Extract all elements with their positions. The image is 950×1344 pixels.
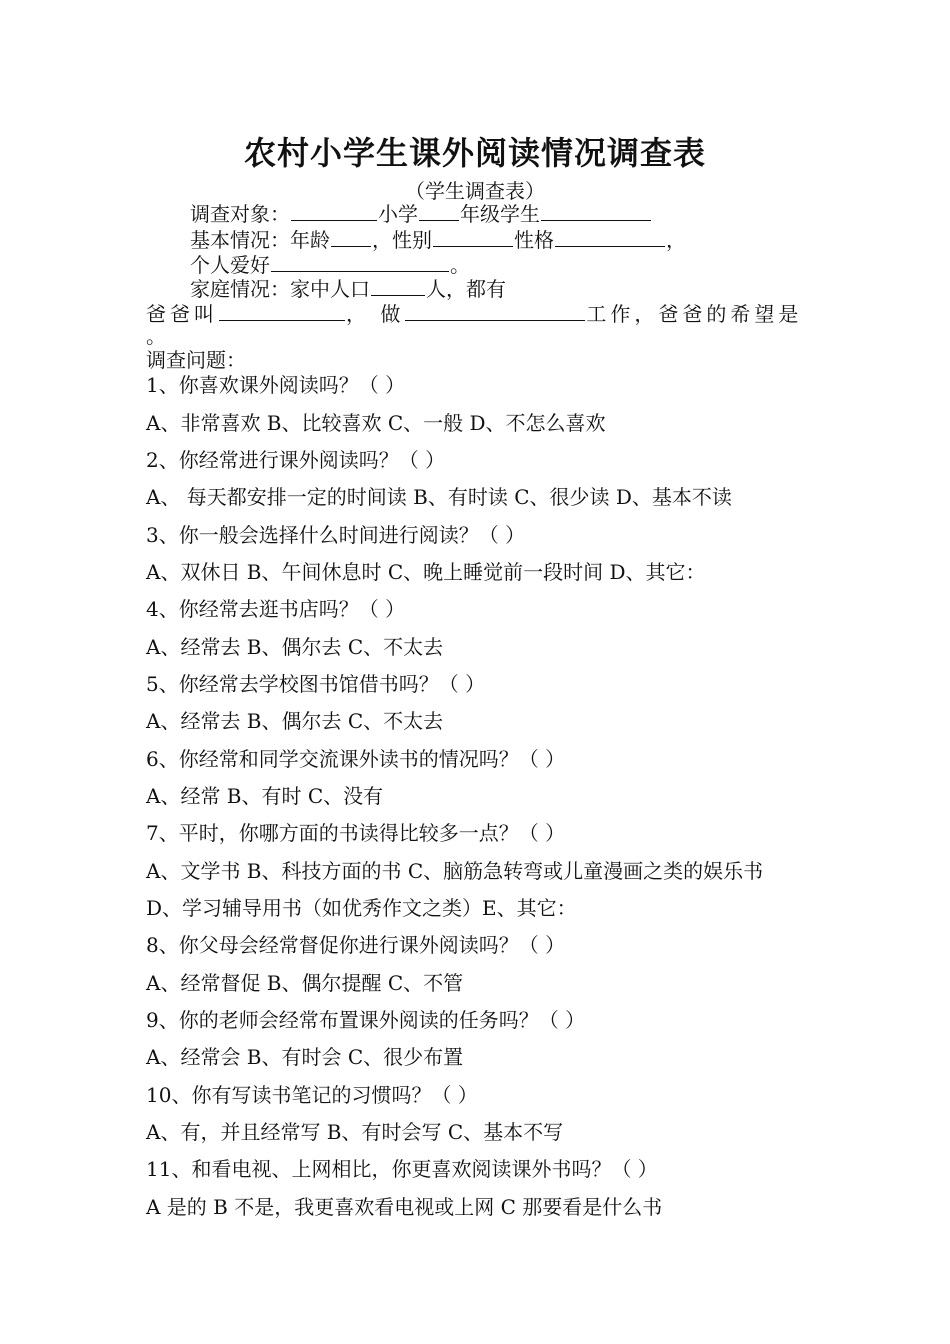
grade-label: 年级学生 — [460, 202, 540, 226]
options-11: A 是的 B 不是，我更喜欢看电视或上网 C 那要看是什么书 — [146, 1195, 663, 1219]
age-label: 基本情况：年龄 — [190, 228, 330, 252]
comma: ， — [666, 228, 686, 252]
hobby-blank[interactable] — [271, 251, 449, 272]
family-size-blank[interactable] — [371, 275, 425, 296]
options-8: A、经常督促 B、偶尔提醒 C、不管 — [146, 971, 464, 995]
grade-blank[interactable] — [419, 200, 459, 221]
options-1: A、非常喜欢 B、比较喜欢 C、一般 D、不怎么喜欢 — [146, 411, 606, 435]
father-hope-label: 工作，爸爸的希望是 — [586, 302, 803, 326]
question-8: 8、你父母会经常督促你进行课外阅读吗？（ ） — [146, 933, 566, 957]
school-label: 小学 — [378, 202, 418, 226]
options-3: A、双休日 B、午间休息时 C、晚上睡觉前一段时间 D、其它： — [146, 560, 706, 584]
question-1: 1、你喜欢课外阅读吗？（ ） — [146, 373, 406, 397]
options-10: A、有，并且经常写 B、有时会写 C、基本不写 — [146, 1120, 564, 1144]
father-job-blank[interactable] — [405, 300, 585, 321]
question-10: 10、你有写读书笔记的习惯吗？（ ） — [146, 1083, 478, 1107]
document-title: 农村小学生课外阅读情况调查表 — [243, 134, 706, 172]
gender-blank[interactable] — [433, 226, 513, 247]
options-6: A、经常 B、有时 C、没有 — [146, 784, 384, 808]
father-job-label: ， 做 — [346, 302, 405, 326]
student-name-blank[interactable] — [541, 200, 651, 221]
questions-header: 调查问题： — [146, 348, 246, 372]
options-7: A、文学书 B、科技方面的书 C、脑筋急转弯或儿童漫画之类的娱乐书 — [146, 859, 764, 883]
basic-info-line — [190, 226, 686, 252]
options-9: A、经常会 B、有时会 C、很少布置 — [146, 1045, 464, 1069]
school-name-blank[interactable] — [291, 200, 377, 221]
options-7-continued: D、学习辅导用书（如优秀作文之类）E、其它： — [146, 896, 577, 920]
question-3: 3、你一般会选择什么时间进行阅读？（ ） — [146, 523, 526, 547]
survey-target-label: 调查对象： — [190, 202, 290, 226]
family-label: 家庭情况：家中人口 — [190, 277, 370, 301]
hobby-line — [190, 251, 470, 277]
question-4: 4、你经常去逛书店吗？（ ） — [146, 597, 406, 621]
question-9: 9、你的老师会经常布置课外阅读的任务吗？（ ） — [146, 1008, 586, 1032]
question-2: 2、你经常进行课外阅读吗？（ ） — [146, 448, 446, 472]
family-line — [190, 275, 506, 301]
father-name-label: 爸爸叫 — [146, 302, 218, 326]
question-7: 7、平时，你哪方面的书读得比较多一点？（ ） — [146, 821, 566, 845]
options-5: A、经常去 B、偶尔去 C、不太去 — [146, 709, 444, 733]
personality-label: 性格 — [514, 228, 554, 252]
question-5: 5、你经常去学校图书馆借书吗？（ ） — [146, 672, 486, 696]
personality-blank[interactable] — [555, 226, 665, 247]
options-4: A、经常去 B、偶尔去 C、不太去 — [146, 635, 444, 659]
question-6: 6、你经常和同学交流课外读书的情况吗？（ ） — [146, 747, 566, 771]
options-2: A、 每天都安排一定的时间读 B、有时读 C、很少读 D、基本不读 — [146, 485, 732, 509]
gender-label: ，性别 — [372, 228, 432, 252]
question-11: 11、和看电视、上网相比，你更喜欢阅读课外书吗？（ ） — [146, 1157, 658, 1181]
father-hope-end: 。 — [146, 324, 166, 348]
hobby-label: 个人爱好 — [190, 253, 270, 277]
father-line — [146, 300, 802, 326]
document-subtitle: （学生调查表） — [405, 179, 545, 203]
survey-target-line — [190, 200, 652, 226]
father-name-blank[interactable] — [219, 300, 345, 321]
age-blank[interactable] — [331, 226, 371, 247]
period: 。 — [450, 253, 470, 277]
family-suffix: 人，都有 — [426, 277, 506, 301]
